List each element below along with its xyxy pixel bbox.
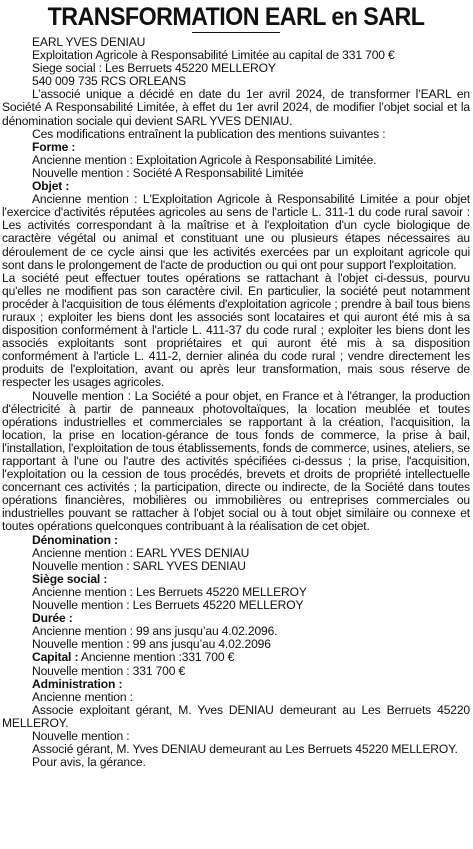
objet-ancienne-p2: La société peut effectuer toutes opérations se rattachant à l'objet ci-dessus, pourvu qu'elles ne modifient pas son caractère civil. En particulier, la société peut notamment procéder à l'acquisition de tous éléments d'exploitation agricole ; prendre à bail tous biens ruraux ; exploiter les biens dont les associés sont locataires et qui auront été mis à sa disposition conformément à l'article L. 411-37 du code rural ; exploiter les biens dont les associés exploitants sont propriétaires et qui auront été mis à sa disposition conformément à l'article L. 411-2, dernier alinéa du code rural ; vendre directement les produits de l'exploitation, avant ou après leur transformation, mais sous réserve de respecter les usages agricoles.: [2, 270, 470, 390]
objet-nouvelle: Nouvelle mention : La Société a pour objet, en France et à l'étranger, la production d'électricité à partir de panneaux photovoltaïques, la location meublée et toutes opérations industrielles et commerciales se rapportant à la création, l'acquisition, la location, la prise en location-gérance de tous fonds de commerce, la prise à bail, l'installation, l'exploitation de tous établissements, fonds de commerce, usines, ateliers, se rapportant à l'une ou l'autre des activités spécifiées ci-dessus ; la prise, l'acquisition, l'exploitation ou la cession de tous procédés, brevets et droits de propriété intellectuelle concernant ces activités ; la participation, directe ou indirecte, de la Société dans toutes opérations financières, mobilières ou immobilières ou entreprises commerciales ou industrielles pouvant se rattacher à l'objet social ou à tout objet similaire ou connexe et toutes opérations quelconques contribuant à la réalisation de cet objet.: [2, 388, 470, 534]
administration-label: Administration :: [32, 676, 123, 691]
consequence-line: Ces modifications entraînent la publication des mentions suivantes :: [32, 126, 386, 141]
forme-label: Forme :: [32, 139, 76, 154]
objet-ancienne-p1: Ancienne mention : L'Exploitation Agricole à Responsabilité Limitée a pour objet l'exercice d'activités réputées agricoles au sens de l'article L. 311-1 du code rural savoir : Les activités correspondant à la maîtrise et à l'exploitation d'un cycle biologique de caractère végétal ou animal et constituant une ou plusieurs étapes nécessaires au déroulement de ce cycle ainsi que les activités exercées par un exploitant agricole qui sont dans le prolongement de l'acte de production ou qui ont pour support l'exploitation.: [2, 192, 470, 272]
duree-ancienne: Ancienne mention : 99 ans jusqu’au 4.02.2096.: [32, 624, 278, 639]
capital-ancienne: Ancienne mention :331 700 €: [80, 650, 235, 665]
denomination-label: Dénomination :: [32, 532, 118, 547]
siege-nouvelle: Nouvelle mention : Les Berruets 45220 MELLEROY: [32, 598, 304, 613]
administration-nouvelle: Associé gérant, M. Yves DENIAU demeurant au Les Berruets 45220 MELLEROY.: [32, 742, 458, 757]
administration-ancienne: Associe exploitant gérant, M. Yves DENIAU demeurant au Les Berruets 45220 MELLEROY.: [2, 702, 470, 730]
intro-paragraph: L’associé unique a décidé en date du 1er avril 2024, de transformer l’EARL en Société A Responsabilité Limitée, à effet du 1er avril 2024, de modifier l’objet social et la dénomination sociale qui devient SARL YVES DENIAU.: [2, 87, 470, 128]
title-underline: [192, 32, 280, 33]
siege-ancienne: Ancienne mention : Les Berruets 45220 MELLEROY: [32, 584, 307, 599]
closing-line: Pour avis, la gérance.: [32, 755, 146, 770]
administration-nouvelle-label: Nouvelle mention :: [32, 728, 130, 743]
company-rcs: 540 009 735 RCS ORLEANS: [32, 74, 186, 89]
administration-ancienne-label: Ancienne mention :: [32, 689, 133, 704]
capital-nouvelle: Nouvelle mention : 331 700 €: [32, 663, 186, 678]
duree-nouvelle: Nouvelle mention : 99 ans jusqu’au 4.02.2096: [32, 637, 271, 652]
forme-ancienne: Ancienne mention : Exploitation Agricole à Responsabilité Limitée.: [32, 152, 377, 167]
objet-label: Objet :: [32, 179, 70, 194]
denomination-ancienne: Ancienne mention : EARL YVES DENIAU: [32, 545, 250, 560]
company-form-capital: Exploitation Agricole à Responsabilité Limitée au capital de 331 700 €: [32, 48, 395, 63]
capital-label: Capital :: [32, 650, 79, 665]
duree-label: Durée :: [32, 611, 73, 626]
capital-line: [2, 651, 470, 664]
notice-title: TRANSFORMATION EARL en SARL: [47, 3, 425, 31]
siege-label: Siège social :: [32, 571, 108, 586]
denomination-nouvelle: Nouvelle mention : SARL YVES DENIAU: [32, 558, 246, 573]
company-siege: Siege social : Les Berruets 45220 MELLEROY: [32, 61, 276, 76]
company-name: EARL YVES DENIAU: [32, 35, 146, 49]
forme-nouvelle: Nouvelle mention : Société A Responsabilité Limitée: [32, 165, 304, 180]
